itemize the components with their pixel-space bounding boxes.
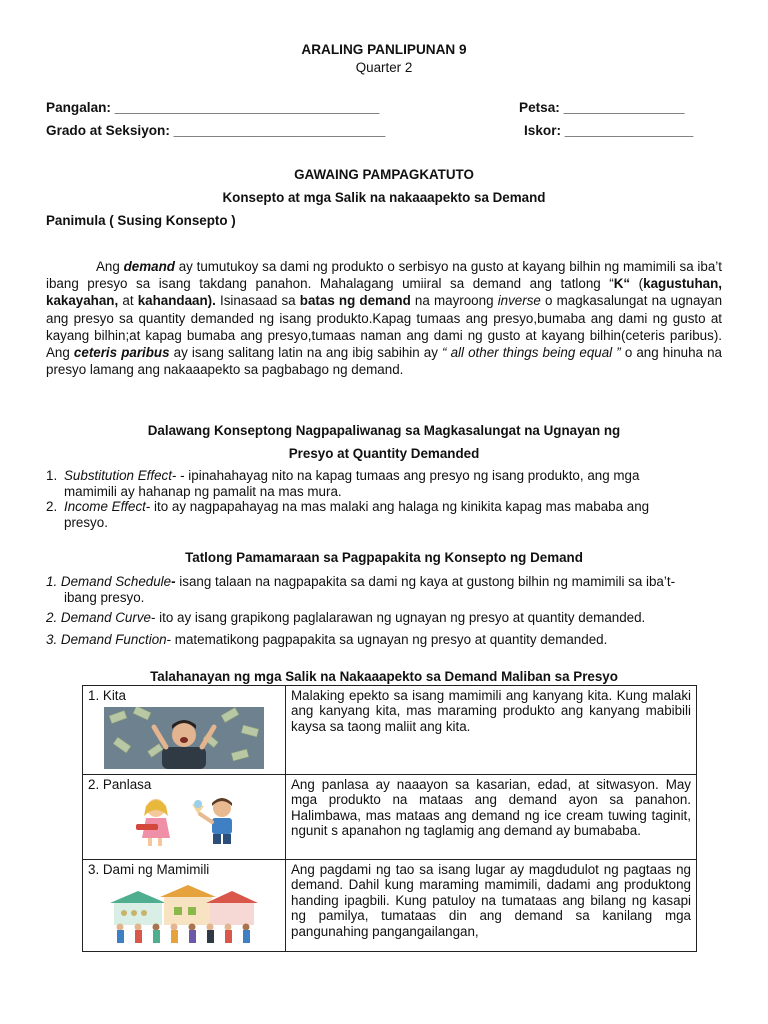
list-item: 3. Demand Function- matematikong pagpapakita sa ugnayan ng presyo at quantity demanded. (46, 631, 608, 647)
table-caption: Talahanayan ng mga Salik na Nakaaapekto sa Demand Maliban sa Presyo (150, 669, 618, 684)
table-cell-label (83, 686, 286, 775)
list-item: 2. Demand Curve- ito ay isang grapikong paglalarawan ng ugnayan ng presyo at quantity demanded. (46, 610, 646, 626)
market-crowd-image (108, 881, 260, 945)
factors-table (82, 685, 697, 952)
table-row (83, 686, 697, 775)
taste-children-image (118, 796, 258, 846)
activity-title: GAWAING PAMPAGKATUTO (294, 167, 474, 182)
list-item-continuation: ibang presyo. (64, 589, 145, 605)
grade-section-field: Grado at Seksiyon: ____________________________ (46, 123, 386, 138)
list-item-continuation: presyo. (64, 514, 108, 530)
table-cell-description: Malaking epekto sa isang mamimili ang kanyang kita. Kung malaki ang kanyang kita, mas maraming produkto ang kanyang mabibili kaysa sa taong maliit ang kita. (286, 686, 697, 775)
money-man-image (104, 707, 264, 769)
table-row (83, 860, 697, 952)
name-field: Pangalan: ___________________________________ (46, 100, 380, 115)
list-item: 1. Substitution Effect- - ipinahahayag nito na kapag tumaas ang presyo ng isang produkto, ang mga (46, 468, 640, 483)
methods-list (46, 574, 726, 647)
concepts-heading-2: Presyo at Quantity Demanded (288, 446, 480, 461)
table-cell-description: Ang panlasa ay naaayon sa kasarian, edad, at sitwasyon. May mga produkto na mataas ang demand ayon sa panahon. Halimbawa, mas mataas ang demand ng ice cream tuwing taginit, ngunit s apanahon ng taglamig ang demand ay bumababa. (286, 775, 697, 860)
table-row (83, 775, 697, 860)
score-field: Iskor: _________________ (524, 123, 694, 138)
concepts-heading-1: Dalawang Konseptong Nagpapaliwanag sa Magkasalungat na Ugnayan ng (147, 423, 621, 438)
list-item-continuation: mamimili ay hahanap ng pamalit na mas mura. (64, 483, 342, 499)
row-label: 2. Panlasa (88, 777, 152, 792)
date-field: Petsa: ________________ (519, 100, 685, 115)
row-label: 3. Dami ng Mamimili (88, 862, 210, 877)
quarter-label: Quarter 2 (355, 60, 413, 75)
list-item: 2. Income Effect- ito ay nagpapahayag na mas malaki ang halaga ng kinikita kapag mas mababa ang (46, 499, 650, 515)
row-label: 1. Kita (88, 688, 126, 703)
subject-title: ARALING PANLIPUNAN 9 (301, 42, 467, 57)
activity-subtitle: Konsepto at mga Salik na nakaaapekto sa Demand (222, 190, 546, 205)
table-cell-description: Ang pagdami ng tao sa isang lugar ay magdudulot ng pagtaas ng demand. Dahil kung maraming mamimili, dadami ang produktong handing ipagbili. Kung patuloy na tumataas ang bilang ng kasapi ng pamilya, tumataas din ang demand sa kanilang mga pangunahing pangangailangan, (286, 860, 697, 952)
table-cell-label (83, 860, 286, 952)
table-cell-label (83, 775, 286, 860)
intro-heading: Panimula ( Susing Konsepto ) (46, 213, 236, 228)
methods-heading: Tatlong Pamamaraan sa Pagpapakita ng Konsepto ng Demand (185, 550, 583, 565)
concepts-list (46, 468, 726, 530)
intro-paragraph: Ang demand ay tumutukoy sa dami ng produkto o serbisyo na gusto at kayang bilhin ng mamimili sa iba’t ibang presyo sa isang takdang panahon. Mahalagang umiiral sa demand ang tatlong “K“ (kagustuhan, kakayahan, at kahandaan). Isinasaad sa batas ng demand na mayroong inverse o magkasalungat na ugnayan ang presyo sa quantity demanded ng isang produkto.Kapag tumaas ang presyo,bumaba ang dami ng gusto at kayang bilhin;at kapag bumaba ang presyo,tumaas naman ang dami ng gusto at kayang bilhin(ceteris paribus). Ang ceteris paribus ay isang salitang latin na ang ibig sabihin ay “ all other things being equal ” o ang hinuha na presyo lamang ang nakaaapekto sa pagbabago ng demand. (46, 259, 723, 378)
list-item: 1. Demand Schedule- isang talaan na nagpapakita sa dami ng kaya at gustong bilhin ng mamimili sa iba’t- (46, 574, 676, 589)
